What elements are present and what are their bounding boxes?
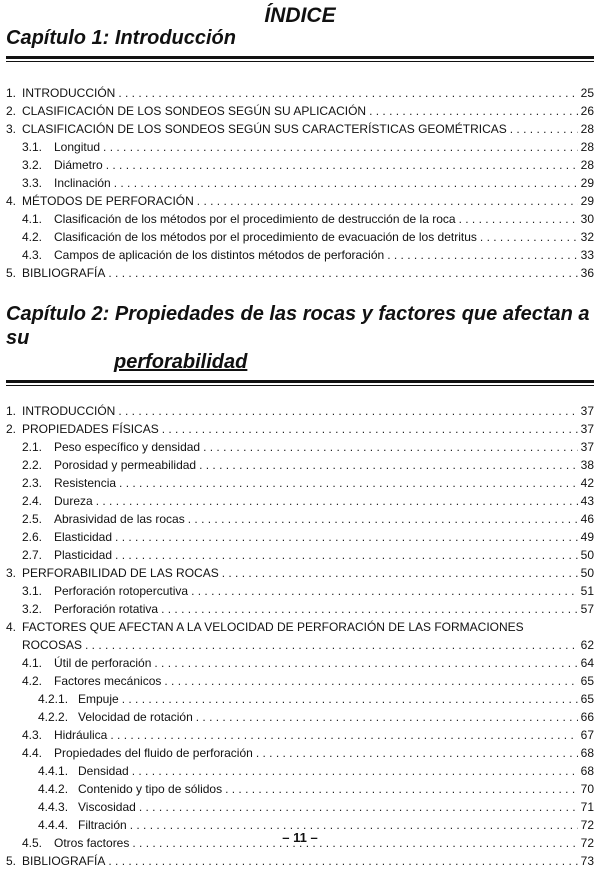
entry-number: 4.1. bbox=[22, 656, 43, 670]
toc-entry[interactable] bbox=[6, 726, 594, 744]
entry-page: 71 bbox=[580, 800, 594, 814]
dot-leader bbox=[164, 672, 577, 690]
entry-label: Resistencia bbox=[54, 476, 117, 490]
dot-leader bbox=[199, 456, 578, 474]
entry-page: 28 bbox=[580, 140, 594, 154]
toc-entry[interactable] bbox=[6, 210, 594, 228]
entry-label: Propiedades del fluido de perforación bbox=[54, 746, 253, 760]
entry-page: 46 bbox=[580, 512, 594, 526]
chapter-2-title-line2: perforabilidad bbox=[114, 351, 248, 373]
entry-number: 4.3. bbox=[22, 248, 43, 262]
toc-entry[interactable] bbox=[6, 156, 594, 174]
entry-number: 3. bbox=[6, 566, 17, 580]
toc-entry[interactable] bbox=[6, 582, 594, 600]
dot-leader bbox=[85, 636, 578, 654]
entry-number: 4.2.2. bbox=[38, 710, 69, 724]
dot-leader bbox=[256, 744, 578, 762]
toc-entry[interactable] bbox=[6, 228, 594, 246]
toc-entry[interactable] bbox=[6, 564, 594, 582]
entry-page: 70 bbox=[580, 782, 594, 796]
chapter-1-section bbox=[6, 26, 594, 282]
toc-entry[interactable] bbox=[6, 744, 594, 762]
entry-label: FACTORES QUE AFECTAN A LA VELOCIDAD DE PERFORACIÓN DE LAS FORMACIONES bbox=[22, 620, 524, 634]
entry-page: 37 bbox=[580, 440, 594, 454]
entry-page: 50 bbox=[580, 548, 594, 562]
entry-page: 32 bbox=[580, 230, 594, 244]
dot-leader bbox=[115, 528, 578, 546]
entry-label: Abrasividad de las rocas bbox=[54, 512, 185, 526]
toc-entry[interactable] bbox=[6, 420, 594, 438]
chapter-2-rule bbox=[6, 380, 594, 386]
toc-entry[interactable] bbox=[6, 852, 594, 870]
dot-leader bbox=[196, 708, 578, 726]
entry-page: 37 bbox=[580, 404, 594, 418]
chapter-2-toc bbox=[6, 402, 594, 870]
dot-leader bbox=[480, 228, 578, 246]
toc-entry[interactable] bbox=[6, 672, 594, 690]
toc-entry-wrapped-heading[interactable] bbox=[6, 618, 594, 636]
chapter-2-section bbox=[6, 302, 594, 870]
entry-label: Densidad bbox=[78, 764, 129, 778]
entry-label: Perforación rotopercutiva bbox=[54, 584, 189, 598]
entry-label: PERFORABILIDAD DE LAS ROCAS bbox=[22, 566, 219, 580]
entry-label: Dureza bbox=[54, 494, 93, 508]
entry-number: 2.3. bbox=[22, 476, 43, 490]
toc-entry[interactable] bbox=[6, 690, 594, 708]
dot-leader bbox=[110, 726, 577, 744]
page-title: ÍNDICE bbox=[264, 4, 336, 27]
dot-leader bbox=[510, 120, 578, 138]
chapter-1-toc bbox=[6, 84, 594, 282]
entry-page: 72 bbox=[580, 836, 594, 850]
chapter-2-title-line1: Capítulo 2: Propiedades de las rocas y factores que afectan a su bbox=[6, 303, 590, 349]
entry-number: 4.1. bbox=[22, 212, 43, 226]
dot-leader bbox=[122, 690, 578, 708]
entry-page: 57 bbox=[580, 602, 594, 616]
entry-label: Clasificación de los métodos por el procedimiento de evacuación de los detritus bbox=[54, 230, 477, 244]
toc-entry[interactable] bbox=[6, 438, 594, 456]
entry-page: 51 bbox=[580, 584, 594, 598]
entry-number: 4.2. bbox=[22, 230, 43, 244]
entry-number: 2.6. bbox=[22, 530, 43, 544]
entry-page: 29 bbox=[580, 194, 594, 208]
entry-label: Clasificación de los métodos por el procedimiento de destrucción de la roca bbox=[54, 212, 456, 226]
entry-number: 4.4.4. bbox=[38, 818, 69, 832]
entry-number: 3.1. bbox=[22, 140, 43, 154]
dot-leader bbox=[191, 582, 578, 600]
entry-label: INTRODUCCIÓN bbox=[22, 86, 116, 100]
entry-number: 2.4. bbox=[22, 494, 43, 508]
entry-page: 68 bbox=[580, 764, 594, 778]
entry-page: 67 bbox=[580, 728, 594, 742]
dot-leader bbox=[132, 762, 578, 780]
chapter-2-title bbox=[6, 302, 594, 374]
dot-leader bbox=[369, 102, 578, 120]
dot-leader bbox=[118, 402, 577, 420]
toc-entry-continuation[interactable] bbox=[6, 636, 594, 654]
page-number: – 11 – bbox=[282, 830, 318, 845]
dot-leader bbox=[188, 510, 578, 528]
entry-label: Peso específico y densidad bbox=[54, 440, 201, 454]
entry-page: 26 bbox=[580, 104, 594, 118]
entry-number: 4.4.3. bbox=[38, 800, 69, 814]
entry-label: Viscosidad bbox=[78, 800, 136, 814]
entry-number: 2.5. bbox=[22, 512, 43, 526]
entry-label: Campos de aplicación de los distintos métodos de perforación bbox=[54, 248, 385, 262]
dot-leader bbox=[114, 174, 578, 192]
dot-leader bbox=[387, 246, 577, 264]
entry-page: 28 bbox=[580, 158, 594, 172]
entry-label: Velocidad de rotación bbox=[78, 710, 193, 724]
entry-label: PROPIEDADES FÍSICAS bbox=[22, 422, 159, 436]
entry-page: 66 bbox=[580, 710, 594, 724]
entry-page: 25 bbox=[580, 86, 594, 100]
entry-label: Longitud bbox=[54, 140, 101, 154]
entry-number: 4.4. bbox=[22, 746, 43, 760]
toc-entry[interactable] bbox=[6, 708, 594, 726]
entry-number: 4.3. bbox=[22, 728, 43, 742]
entry-page: 64 bbox=[580, 656, 594, 670]
entry-page: 62 bbox=[580, 638, 594, 652]
entry-page: 36 bbox=[580, 266, 594, 280]
entry-number: 3. bbox=[6, 122, 17, 136]
dot-leader bbox=[225, 780, 578, 798]
entry-label: Factores mecánicos bbox=[54, 674, 162, 688]
entry-number: 4.2. bbox=[22, 674, 43, 688]
entry-label: Contenido y tipo de sólidos bbox=[78, 782, 223, 796]
entry-page: 28 bbox=[580, 122, 594, 136]
dot-leader bbox=[106, 156, 578, 174]
entry-number: 5. bbox=[6, 854, 17, 868]
entry-number: 5. bbox=[6, 266, 17, 280]
entry-label: Diámetro bbox=[54, 158, 103, 172]
chapter-1-rule bbox=[6, 56, 594, 62]
entry-label: Otros factores bbox=[54, 836, 130, 850]
entry-number: 4.4.2. bbox=[38, 782, 69, 796]
entry-label: MÉTODOS DE PERFORACIÓN bbox=[22, 194, 194, 208]
entry-label: BIBLIOGRAFÍA bbox=[22, 854, 106, 868]
toc-entry[interactable] bbox=[6, 84, 594, 102]
toc-entry[interactable] bbox=[6, 474, 594, 492]
dot-leader bbox=[103, 138, 578, 156]
toc-entry[interactable] bbox=[6, 102, 594, 120]
entry-label: Filtración bbox=[78, 818, 127, 832]
entry-label: Hidráulica bbox=[54, 728, 108, 742]
dot-leader bbox=[197, 192, 578, 210]
entry-number: 4. bbox=[6, 620, 17, 634]
dot-leader bbox=[459, 210, 578, 228]
entry-page: 42 bbox=[580, 476, 594, 490]
toc-entry[interactable] bbox=[6, 192, 594, 210]
dot-leader bbox=[118, 84, 577, 102]
toc-entry[interactable] bbox=[6, 138, 594, 156]
dot-leader bbox=[108, 264, 577, 282]
chapter-2-title-line2-wrap bbox=[6, 350, 594, 374]
entry-page: 73 bbox=[580, 854, 594, 868]
entry-number: 1. bbox=[6, 404, 17, 418]
toc-entry[interactable] bbox=[6, 492, 594, 510]
entry-page: 33 bbox=[580, 248, 594, 262]
entry-number: 2. bbox=[6, 422, 17, 436]
entry-label: Inclinación bbox=[54, 176, 111, 190]
entry-number: 2.2. bbox=[22, 458, 43, 472]
entry-number: 4.5. bbox=[22, 836, 43, 850]
entry-label: CLASIFICACIÓN DE LOS SONDEOS SEGÚN SUS CARACTERÍSTICAS GEOMÉTRICAS bbox=[22, 122, 507, 136]
entry-page: 65 bbox=[580, 674, 594, 688]
toc-entry[interactable] bbox=[6, 120, 594, 138]
entry-label: Útil de perforación bbox=[54, 656, 152, 670]
entry-number: 3.1. bbox=[22, 584, 43, 598]
entry-page: 30 bbox=[580, 212, 594, 226]
entry-number: 4. bbox=[6, 194, 17, 208]
entry-number: 3.2. bbox=[22, 158, 43, 172]
dot-leader bbox=[139, 798, 578, 816]
entry-label: Plasticidad bbox=[54, 548, 113, 562]
toc-entry[interactable] bbox=[6, 780, 594, 798]
dot-leader bbox=[203, 438, 578, 456]
entry-label: INTRODUCCIÓN bbox=[22, 404, 116, 418]
entry-number: 4.2.1. bbox=[38, 692, 69, 706]
toc-entry[interactable] bbox=[6, 798, 594, 816]
entry-label: BIBLIOGRAFÍA bbox=[22, 266, 106, 280]
toc-entry[interactable] bbox=[6, 456, 594, 474]
entry-label-continuation: ROCOSAS bbox=[22, 638, 83, 652]
entry-page: 43 bbox=[580, 494, 594, 508]
dot-leader bbox=[161, 600, 578, 618]
dot-leader bbox=[119, 474, 578, 492]
entry-page: 37 bbox=[580, 422, 594, 436]
toc-entry[interactable] bbox=[6, 762, 594, 780]
toc-entry[interactable] bbox=[6, 654, 594, 672]
entry-page: 68 bbox=[580, 746, 594, 760]
toc-entry[interactable] bbox=[6, 402, 594, 420]
entry-label: Porosidad y permeabilidad bbox=[54, 458, 197, 472]
dot-leader bbox=[162, 420, 578, 438]
toc-entry[interactable] bbox=[6, 246, 594, 264]
toc-entry[interactable] bbox=[6, 600, 594, 618]
toc-entry[interactable] bbox=[6, 528, 594, 546]
entry-label: Perforación rotativa bbox=[54, 602, 159, 616]
dot-leader bbox=[108, 852, 577, 870]
entry-page: 38 bbox=[580, 458, 594, 472]
toc-entry[interactable] bbox=[6, 546, 594, 564]
dot-leader bbox=[154, 654, 577, 672]
entry-page: 65 bbox=[580, 692, 594, 706]
dot-leader bbox=[222, 564, 578, 582]
entry-number: 3.3. bbox=[22, 176, 43, 190]
dot-leader bbox=[115, 546, 578, 564]
toc-entry[interactable] bbox=[6, 174, 594, 192]
entry-page: 29 bbox=[580, 176, 594, 190]
chapter-1-title: Capítulo 1: Introducción bbox=[6, 27, 236, 49]
entry-page: 50 bbox=[580, 566, 594, 580]
toc-entry[interactable] bbox=[6, 264, 594, 282]
entry-page: 72 bbox=[580, 818, 594, 832]
entry-number: 2.7. bbox=[22, 548, 43, 562]
entry-label: Empuje bbox=[78, 692, 119, 706]
entry-page: 49 bbox=[580, 530, 594, 544]
entry-number: 2. bbox=[6, 104, 17, 118]
entry-label: Elasticidad bbox=[54, 530, 113, 544]
entry-number: 3.2. bbox=[22, 602, 43, 616]
toc-entry[interactable] bbox=[6, 510, 594, 528]
dot-leader bbox=[96, 492, 578, 510]
entry-number: 4.4.1. bbox=[38, 764, 69, 778]
entry-number: 2.1. bbox=[22, 440, 43, 454]
entry-number: 1. bbox=[6, 86, 17, 100]
entry-label: CLASIFICACIÓN DE LOS SONDEOS SEGÚN SU APLICACIÓN bbox=[22, 104, 367, 118]
